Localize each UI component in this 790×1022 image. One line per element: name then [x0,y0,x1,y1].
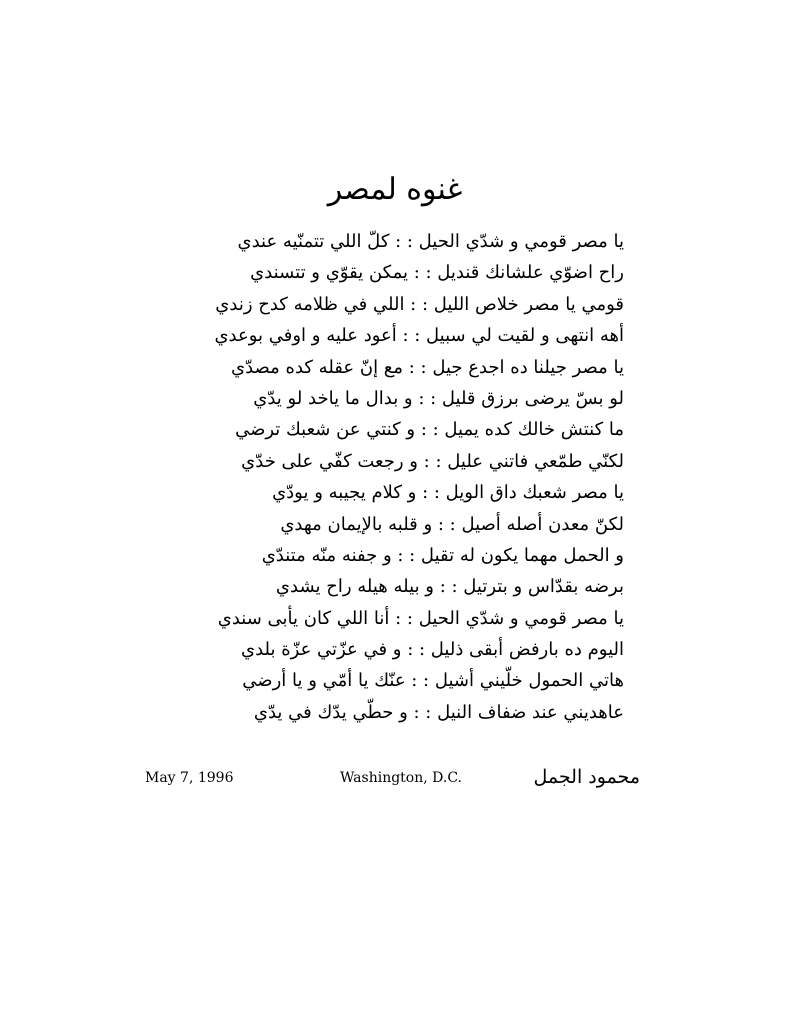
verse-line: برضه بقدّاس و بترتيل : : و بيله هيله راح يشدي [275,576,624,598]
verse-line: يا مصر جيلنا ده اجدع جيل : : مع إنّ عقله كده مصدّي [231,356,624,378]
verse-line: هاتي الحمول خلّيني أشيل : : عنّك يا أمّي و يا أرضي [242,670,624,692]
verse-line: اليوم ده بارفض أبقى ذليل : : و في عزّتي عزّة بلدي [241,639,624,661]
verse-line: يا مصر شعبك داق الويل : : و كلام يجيبه و يودّي [272,482,624,504]
date-line: May 7, 1996 [145,770,234,786]
verse-line: يا مصر قومي و شدّي الحيل : : كلّ اللي تتمنّيه عندي [237,231,624,252]
poem-title: غنوه لمصر [327,172,463,207]
verse-line: لكنّ معدن أصله أصيل : : و قلبه بالإيمان مهدي [280,513,624,535]
verse-line: عاهديني عند ضفاف النيل : : و حطّي يدّك في يدّي [253,701,624,723]
verse-line: لو بسّ يرضى برزق قليل : : و بدال ما ياخد لو يدّي [253,387,624,409]
author-signature: محمود الجمل [533,766,640,788]
verse-line: و الحمل مهما يكون له تقيل : : و جفنه منّه متندّي [261,544,624,566]
verse-line: قومي يا مصر خلاص الليل : : اللي في ظلامه كدح زندي [215,293,624,315]
place-line: Washington, D.C. [340,770,462,786]
verse-line: ما كنتش خالك كده يميل : : و كنتي عن شعبك ترضي [235,419,624,441]
verse-line: راح اضوّي علشانك قنديل : : يمكن يقوّي و تتسندي [250,262,624,284]
verse-line: لكنّي طمّعي فاتني عليل : : و رجعت كفّي على خدّي [241,450,624,472]
verse-line: يا مصر قومي و شدّي الحيل : : أنا اللي كان يأبى سندي [217,607,624,629]
poem-verses [200,226,624,728]
verse-line: أهه انتهى و لقيت لي سبيل : : أعود عليه و اوفي بوعدي [214,325,624,347]
